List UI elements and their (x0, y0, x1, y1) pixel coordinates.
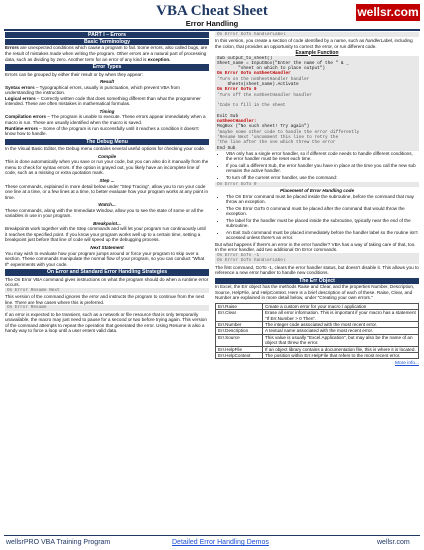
subheading: Step ... (99, 177, 115, 183)
subheading: Watch... (98, 202, 116, 208)
code-snippet: On Error GoTo handlerLabel (215, 32, 419, 37)
footer-site[interactable]: wellsr.com (377, 539, 410, 546)
property-name: Err.Source (216, 334, 263, 346)
paragraph: This is done automatically when you save or run your code, but you can also do it manually from the menu to check for syntax errors. If the option is grayed out, you likely have an incomplete line of code, such as a missing or extra quotation mark. (5, 159, 209, 176)
code-snippet: On Error GoTo 0 (215, 182, 419, 187)
paragraph: Syntax errors – Typographical errors, usually in punctuation, which prevent VBA from understanding the instruction. (5, 84, 180, 96)
property-name: Err.HelpContext (216, 353, 263, 359)
list-item: • VBA only has a single error handler, so if different code needs to handle different conditions, the error handler must be reset each time. (226, 151, 419, 162)
page-subtitle: Error Handling (185, 19, 239, 28)
code-snippet: On Error GoTo -1 (215, 253, 419, 258)
code-line: End Sub (217, 145, 236, 151)
footer-training-program[interactable]: wellsrPRO VBA Training Program (6, 539, 111, 546)
paragraph: This version of the command ignores the error and instructs the program to continue from the next line. There are few cases where this is preferred. (5, 294, 205, 305)
subheading: Compile (97, 153, 117, 159)
bullet-list (215, 151, 419, 181)
subheading: Breakpoint... (93, 220, 121, 226)
left-column (5, 32, 209, 336)
paragraph: You may wish to evaluate how your program jumps around or force your program to skip over a section. These commands manipulate the normal flow of your program, so you can conduct "What If" experiments with your code. (5, 250, 205, 267)
code-line: Sub output_to_sheet() (217, 55, 273, 61)
code-line: noSheetHandler: (217, 119, 257, 125)
paragraph: In this version, you create a section of code identified by a name, such as handlerLabel, including the colon, that provides an opportunity to correct the error, or run different code. (215, 38, 413, 49)
property-description: The position within Err.HelpFile that refers to the most recent error. (263, 353, 419, 359)
footer-demos-link[interactable]: Detailed Error Handling Demos (172, 539, 269, 546)
property-name: Err.Description (216, 328, 263, 334)
subheading: Placement of Error Handling code (279, 187, 355, 193)
subheading: Next Statement (90, 245, 124, 250)
property-description: Create a custom error for your macro / application (263, 303, 419, 309)
list-item: • The label for the handler must be placed inside the subroutine, typically near the end of the subroutine. (226, 218, 419, 229)
wellsr-logo[interactable]: wellsr.com (357, 5, 419, 19)
paragraph: Runtime errors – Some of the program is run successfully until it reaches a condition it doesn't know how to handle. (5, 125, 199, 137)
paragraph: Errors can be grouped by either their result or by when they appear: (5, 71, 143, 77)
code-snippet: On Error GoTo handlerLabel (215, 258, 419, 263)
property-name: Err.Clear (216, 310, 263, 322)
code-line: "sheet on which to place output") (217, 66, 326, 72)
property-description: If an object library contains a documentation file, this is where it is located. (263, 346, 419, 352)
code-line: 'maybe some other code to handle the error differently (217, 129, 360, 135)
property-name: Err.Number (216, 321, 263, 327)
header-divider (4, 29, 420, 31)
example-code-block (215, 56, 419, 151)
paragraph: The On Error VBA command gives instructions on what the program should do when a runtime error occurs. (5, 276, 209, 288)
code-line: On Error GoTo 0 (217, 87, 257, 93)
list-item: • The On Error command must be placed inside the subroutine, before the command that may throw an exception. (226, 194, 419, 205)
code-line: 'Turn on the noSheetHandler handler (217, 76, 310, 82)
paragraph: These commands, explained in more detail below under "Step Tracing", allow you to run your code one line at a time, or a few lines at a time, to better evaluate how your program works at any point in time. (5, 183, 208, 200)
paragraph: In Excel, the Err object has the methods Raise and Clear, and the properties Number, Description, Source, HelpFile, and HelpContext. Here is a brief description of each of these. Raise, Clear, and Number are explained in more detail below, under "Creating your own errors." (215, 284, 415, 301)
list-item: • An Exit Sub command must be placed immediately before the handler label so the routine isn't accessed unless there's an error. (226, 230, 419, 241)
table-row (216, 334, 419, 346)
subheading: Result (99, 79, 115, 85)
section-err-object: The Err Object (215, 278, 419, 284)
paragraph: Compilation errors – The program is unable to execute. These errors appear immediately when a macro is run. These are usually identified when the macro is saved. (5, 114, 206, 126)
property-name: Err.HelpFile (216, 346, 263, 352)
code-line: MsgBox ("No such sheet! Try again") (217, 124, 310, 130)
subheading: Timing (99, 108, 115, 114)
list-item: • To turn off the current error handler, use the command: (226, 175, 419, 181)
paragraph: Logical errors – Correctly written code that does something different than what the programmer intended. These are often mistakes in mathematical formulas. (5, 95, 201, 107)
section-on-error: On Error and Standard Error Handling Strategies (5, 269, 209, 276)
section-error-types: Error Types (5, 64, 209, 71)
code-line: Sheets(sheet_name).Activate (217, 81, 299, 87)
paragraph: In the Visual Basic Editor, the Debug menu contains several useful options for checking your code. (5, 146, 206, 152)
code-line: On Error GoTo noSheetHandler (217, 71, 291, 77)
code-line: 'Resume Next 'uncomment this line to retry the (217, 134, 339, 140)
table-row (216, 353, 419, 359)
paragraph: The first command, GoTo -1, clears the error handler status, but doesn't disable it. This allows you to reference a new error handler to handle new conditions. (215, 264, 419, 276)
code-line: Exit Sub (217, 113, 239, 119)
right-column (215, 32, 419, 367)
page-header (0, 0, 424, 30)
list-item: • If you call a different Sub, the error handler you have in place at the time you call the new sub remains the active handler. (226, 163, 419, 174)
paragraph: Breakpoints work together with the Step commands and will let your program run continuously until it reaches the specified point. If you know your program works well up to a certain time, setting a breakpoint just before that line of code will speed up the debugging process. (5, 226, 206, 243)
paragraph: Errors are unexpected conditions which cause a program to fail. Some errors, also called bugs, are the result of mistakes made when writing the program. Other errors are a natural part of processing data, such as dividing by zero. Another term for an error of any kind is exception. (5, 45, 208, 62)
property-description: Erase all error information. This is important if your macro has a statement "If Err.Number > 0 Then". (263, 310, 419, 322)
code-line: 'Turn off the noSheetHandler handler (217, 92, 312, 98)
paragraph: If an error is expected to be transient, such as a network or file resource that is only temporarily unavailable, the macro may just need to pause for a second or two before trying again. This version of the command attempts to repeat the operation that generated the error. Using Resume is also a handy way to force a loop until a user enters valid data. (5, 311, 207, 334)
code-snippet: On Error Resume (5, 305, 209, 310)
more-info-link[interactable]: More info... (395, 361, 419, 367)
list-item: • The On Error GoTo 0 command must be placed after the command that would throw the exception. (226, 206, 419, 217)
code-line: Sheet_name = InputBox("Enter the name of the " & _ (217, 60, 349, 66)
page-title: VBA Cheat Sheet (156, 3, 268, 19)
code-snippet: On Error Resume Next (5, 288, 209, 293)
property-description: A textual name associated with the most recent error. (263, 328, 419, 334)
property-name: Err.Raise (216, 303, 263, 309)
table-row (216, 310, 419, 322)
section-debug-menu: The Debug Menu (5, 139, 209, 146)
paragraph: But what happens if there's an error in the error handler? VBA has a way of taking care of that, too. In the error handler, add two additional On Error commands. (215, 241, 416, 253)
code-line: 'the line after the one which threw the error (217, 140, 336, 146)
paragraph: These commands, along with the Immediate Window, allow you to see the state of some or all the variables in use in your program. (5, 207, 204, 219)
bullet-list (215, 194, 419, 241)
property-description: This value is usually "Excel.Application", but may also be the name of an object that threw the error. (263, 334, 419, 346)
section-basic-terminology: Basic Terminology (5, 39, 209, 45)
example-heading: Example Function (295, 49, 339, 56)
code-line: 'Code to fill in the sheet (217, 103, 286, 109)
property-description: The integer code associated with the most recent error. (263, 321, 419, 327)
part-heading: PART I – Errors (5, 32, 209, 38)
err-properties-table (215, 303, 419, 360)
footer-divider (4, 535, 420, 536)
